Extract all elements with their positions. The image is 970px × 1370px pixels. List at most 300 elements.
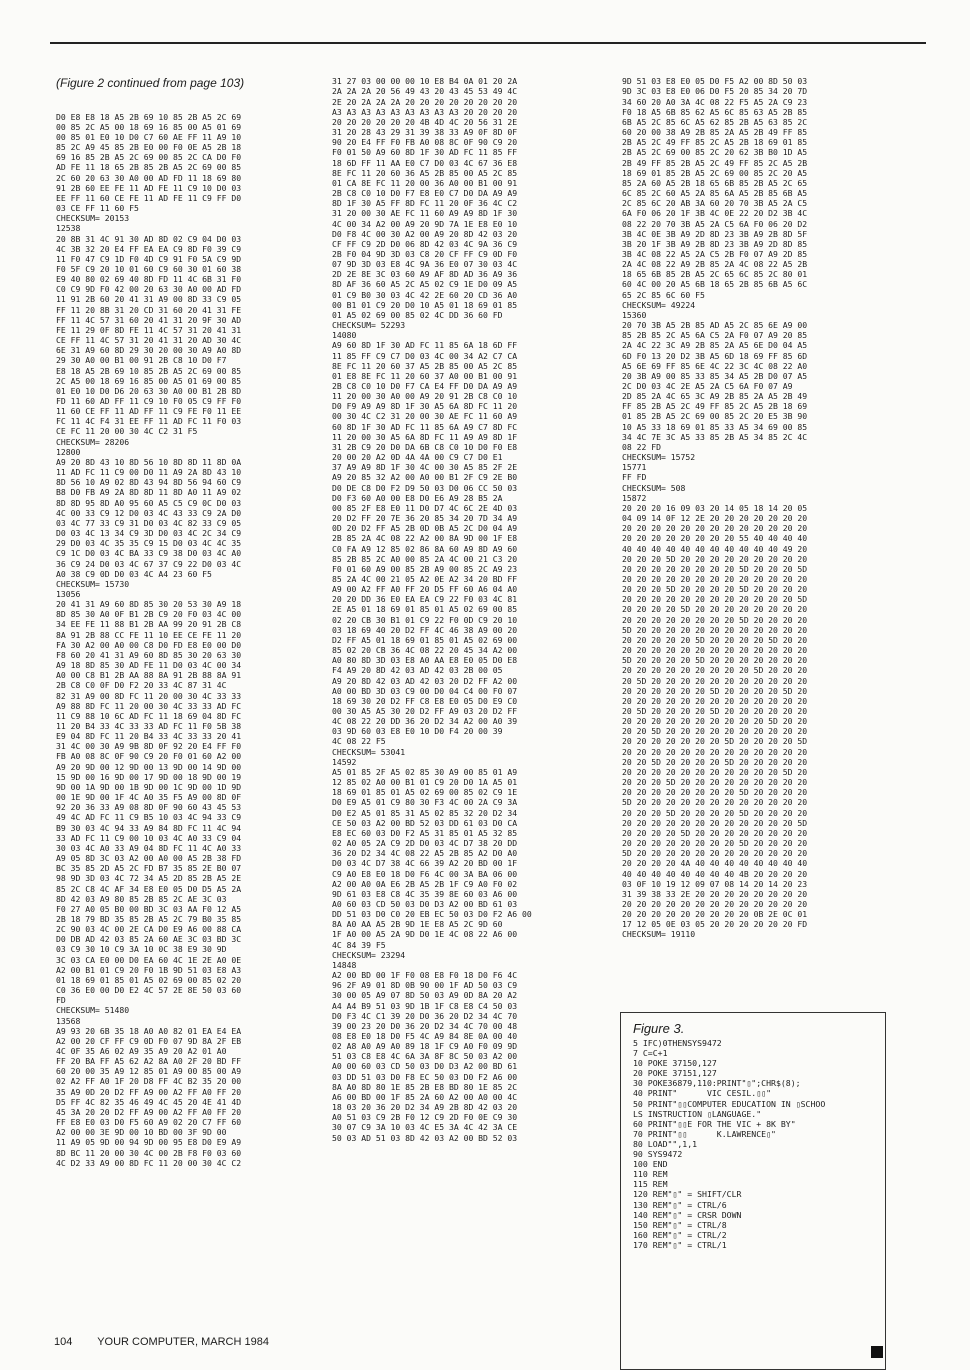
listing-line: 2C A5 00 18 69 16 85 00 A5 01 69 00 85 — [56, 375, 242, 386]
listing-line: 00 85 01 E0 10 D0 C7 60 AE FF 11 A9 10 — [56, 131, 242, 142]
program-line: 70 PRINT"▯▯ K.LAWRENCE▯" — [633, 1128, 776, 1139]
program-line: LS INSTRUCTION ▯LANGUAGE." — [633, 1108, 762, 1119]
listing-line: A9 00 A2 FF A0 FF 20 D5 FF 60 A6 04 A0 — [332, 584, 518, 595]
listing-line: DD 51 03 D0 C0 20 EB EC 50 03 D0 F2 A6 00 — [332, 909, 532, 920]
listing-line: C9 A0 E8 E0 18 D0 F6 4C 00 3A BA 06 00 — [332, 868, 518, 879]
cursor-block-icon — [871, 1346, 883, 1358]
listing-line: 20 3B A9 00 85 33 85 34 A5 2B D0 07 A5 — [622, 370, 808, 381]
listing-blocks — [56, 112, 308, 1168]
listing-line: 02 A8 A0 A9 A0 89 18 1F C9 A0 F0 09 9D — [332, 1041, 518, 1052]
program-line: 80 LOAD"",1,1 — [633, 1138, 698, 1149]
listing-line: FF FD — [622, 472, 647, 483]
listing-line: 2B A5 2C 49 FF 85 2C A5 2B 18 69 01 85 — [622, 137, 808, 148]
program-line: 50 PRINT"▯▯COMPUTER EDUCATION IN ▯SCHOO — [633, 1098, 826, 1109]
listing-line: A0 80 8D 3D 03 E8 A0 AA E8 E0 05 D0 E8 — [332, 655, 518, 666]
listing-line: F0 01 60 A9 00 85 2B A9 00 85 2C A9 23 — [332, 563, 518, 574]
listing-line: 8D AF 36 60 A5 2C A5 02 C9 1E D0 09 A5 — [332, 279, 518, 290]
listing-line: 01 E8 8E FC 11 20 60 37 A0 00 B1 00 91 — [332, 370, 518, 381]
listing-line: 2B C8 C0 0F D0 F2 20 33 4C 87 31 4C — [56, 680, 227, 691]
listing-line: F8 60 20 41 31 A9 60 8D 85 30 20 63 30 — [56, 649, 242, 660]
listing-line: 3B 20 1F 3B A9 2B 8D 23 3B A9 2D 8D 85 — [622, 238, 808, 249]
program-line: 7 C=C+1 — [633, 1048, 668, 1059]
program-line: 5 IFC)0THENSYS9472 — [633, 1038, 722, 1048]
listing-line: 11 91 2B 60 20 41 31 A9 00 8D 33 C9 05 — [56, 294, 242, 305]
listing-line: 00 1E 9D 00 1F 4C A0 35 F5 A9 00 8D 0F — [56, 792, 242, 803]
listing-line: BC 35 85 2D A5 2C FD B7 35 85 2E B0 07 — [56, 863, 242, 874]
listing-line: 20 20 20 20 20 20 20 5D 20 20 20 20 5D — [622, 736, 808, 747]
listing-line: 2B A5 2C 69 00 85 2C 20 62 3B B0 1D A5 — [622, 147, 808, 158]
listing-line: 36 20 D2 34 4C 08 22 A5 2B 85 A2 D0 A0 — [332, 848, 518, 859]
listing-line: 01 A5 02 69 00 85 02 4C DD 36 60 FD — [332, 309, 503, 320]
checksum-line: CHECKSUM= 19110 — [622, 929, 696, 940]
listing-line: 20 20 20 5D 20 20 20 20 5D 20 20 20 20 — [622, 807, 808, 818]
listing-line: 6B A5 2C 85 6C A5 62 85 2B A5 63 85 2C — [622, 116, 808, 127]
checksum-line: CHECKSUM= 52293 — [332, 320, 406, 331]
listing-line: A9 20 9D 00 12 9D 00 13 9D 00 14 9D 00 — [56, 761, 242, 772]
listing-line: CE FF 11 4C 57 31 20 41 31 20 AD 30 4C — [56, 335, 242, 346]
listing-line: FB A0 08 8C 0F 90 C9 20 F0 01 60 A2 00 — [56, 751, 242, 762]
listing-line: 20 20 20 20 5D 20 20 20 20 20 20 20 20 — [622, 827, 808, 838]
listing-line: 14080 — [332, 330, 357, 341]
checksum-line: CHECKSUM= 508 — [622, 482, 686, 493]
listing-line: 20 20 20 5D 20 20 20 20 5D 20 20 20 20 — [622, 584, 808, 595]
listing-line: 40 40 40 40 40 40 40 40 40 40 40 49 20 — [622, 543, 808, 554]
listing-line: 29 D0 03 4C 35 35 C9 15 D0 03 4C 4C 35 — [56, 538, 242, 549]
listing-line: 30 07 C9 3A 10 03 4C E5 3A 4C 42 3A CE — [332, 1122, 518, 1133]
listing-line: 13056 — [56, 588, 81, 599]
listing-line: 49 4C AD FC 11 C9 B5 10 03 4C 94 33 C9 — [56, 812, 242, 823]
listing-line: 18 69 01 85 2B A5 2C 69 00 85 2C 20 A5 — [622, 167, 808, 178]
listing-line: 12 85 02 A0 00 B1 01 C9 20 D0 1A A5 01 — [332, 777, 518, 788]
listing-line: 2B 49 FF 85 2B A5 2C 49 FF 85 2C A5 2B — [622, 157, 808, 168]
listing-line: 2D 85 2A 4C 65 3C A9 2B 85 2A A5 2B 49 — [622, 391, 808, 402]
listing-line: 20 5D 20 20 20 20 20 20 20 20 20 20 20 — [622, 675, 808, 686]
listing-line: 2E A5 01 18 69 01 85 01 A5 02 69 00 85 — [332, 604, 518, 615]
listing-line: 5D 20 20 20 20 20 20 20 20 20 20 20 20 — [622, 797, 808, 808]
listing-line: 11 20 00 30 A0 00 A9 20 91 2B C8 C0 10 — [332, 391, 518, 402]
listing-line: 13568 — [56, 1015, 81, 1026]
listing-line: 12800 — [56, 446, 81, 457]
listing-line: 07 9D 3D 03 E8 4C 9A 36 E0 07 30 03 4C — [332, 259, 518, 270]
listing-line: 60 20 00 35 A9 12 85 01 A9 00 85 00 A9 — [56, 1066, 242, 1077]
program-line: 140 REM"▯" = CRSR DOWN — [633, 1209, 742, 1220]
program-line: 90 SYS9472 — [633, 1149, 683, 1160]
listing-line: A0 51 03 C9 2B F0 12 C9 2D F0 0E C9 30 — [332, 1112, 518, 1123]
listing-line: 20 20 20 20 20 20 20 20 20 5D 20 20 20 — [622, 665, 808, 676]
listing-line: 31 20 00 30 AE FC 11 60 A9 A9 8D 1F 30 — [332, 208, 518, 219]
listing-line: 2A 2A 2A 20 56 49 43 20 43 45 53 49 4C — [332, 86, 518, 97]
listing-line: 01 CA 8E FC 11 20 00 36 A0 00 B1 00 91 — [332, 177, 518, 188]
listing-line: B9 30 03 4C 94 33 A9 84 8D FC 11 4C 94 — [56, 822, 242, 833]
listing-line: 8D 42 03 A9 80 85 2B 85 2C AE 3C 03 — [56, 893, 227, 904]
listing-line: 45 3A 20 20 D2 FF A9 00 A2 FF A0 FF 20 — [56, 1106, 242, 1117]
checksum-line: CHECKSUM= 23294 — [332, 949, 406, 960]
listing-line: A9 05 8D 3C 03 A2 00 A0 00 A5 2B 38 FD — [56, 853, 242, 864]
listing-line: 30 03 4C A0 33 A9 04 8D FC 11 4C A0 33 — [56, 842, 242, 853]
listing-line: 51 03 C8 E8 4C 6A 3A 8F 8C 50 03 A2 00 — [332, 1051, 518, 1062]
listing-line: FD — [56, 995, 66, 1006]
listing-line: 60 4C 00 20 A5 6B 18 65 2B 85 6B A5 6C — [622, 279, 808, 290]
listing-line: 02 20 CB 30 B1 01 C9 22 F0 0D C9 20 10 — [332, 614, 518, 625]
listing-line: D0 DE C8 D0 F2 D9 50 03 D0 06 CC 50 03 — [332, 482, 518, 493]
listing-line: 4C 00 34 A2 00 A9 20 9D 7A 1E E8 E0 10 — [332, 218, 518, 229]
listing-line: 91 2B 60 EE FE 11 AD FE 11 C9 10 D0 03 — [56, 182, 242, 193]
listing-line: 20 D2 FF 20 7E 36 20 85 34 20 7D 34 A9 — [332, 513, 518, 524]
program-line: 130 REM"▯" = CTRL/6 — [633, 1199, 727, 1210]
listing-line: 0D 20 D2 FF A5 2B 0D 0B A5 2C D0 04 A9 — [332, 523, 518, 534]
listing-column-2 — [332, 56, 604, 1153]
listing-line: 20 5D 20 20 20 20 5D 20 20 20 20 20 20 — [622, 706, 808, 716]
listing-line: 11 C9 88 10 6C AD FC 11 18 69 04 8D FC — [56, 710, 242, 721]
listing-line: 10 A5 33 18 69 01 85 33 A5 34 69 00 85 — [622, 421, 808, 432]
listing-line: 20 20 20 20 20 20 20 20 20 20 20 5D 20 — [622, 766, 808, 777]
listing-line: 5D 20 20 20 20 20 20 20 20 20 20 20 20 — [622, 624, 808, 635]
listing-line: F0 01 50 A9 60 8D 1F 30 AD FC 11 85 FF — [332, 147, 518, 158]
listing-line: A9 20 85 32 A2 00 A0 00 B1 2F C9 2E B0 — [332, 472, 518, 483]
listing-line: 20 20 20 5D 20 20 20 20 20 20 20 20 20 — [622, 553, 808, 564]
listing-line: F0 18 A5 6B 85 62 A5 6C 85 63 A5 2B 85 — [622, 106, 808, 117]
listing-line: F0 5F C9 20 10 01 60 C9 60 30 01 60 38 — [56, 263, 242, 274]
listing-line: 08 22 20 70 3B A5 2A C5 6A F0 06 20 D2 — [622, 218, 808, 229]
program-line: 100 END — [633, 1159, 668, 1170]
listing-line: B8 D0 FB A9 2A 8D 8D 11 8D A0 11 A9 02 — [56, 487, 242, 498]
listing-line: 2B F0 04 9D 3D 03 C8 20 CF FF C9 0D F0 — [332, 248, 518, 259]
listing-line: E9 40 80 02 69 40 8D FD 11 4C 6B 31 F0 — [56, 274, 242, 285]
listing-line: FE 11 29 0F 8D FE 11 4C 57 31 20 41 31 — [56, 324, 242, 335]
listing-line: A2 00 B1 01 C9 20 F0 1B 9D 51 03 E8 A3 — [56, 964, 242, 975]
listing-line: D0 E9 A5 01 C9 80 30 F3 4C 00 2A C9 3A — [332, 797, 518, 808]
listing-line: 15872 — [622, 492, 647, 503]
listing-line: D0 E8 E8 18 A5 2B 69 10 85 2B A5 2C 69 — [56, 111, 242, 122]
listing-line: 37 A9 A9 8D 1F 30 4C 00 30 A5 85 2F 2E — [332, 462, 518, 473]
listing-line: 96 2F A9 01 8D 0B 90 00 1F AD 50 03 C9 — [332, 980, 518, 991]
listing-line: 14592 — [332, 756, 357, 767]
listing-line: 01 E0 10 D0 D6 20 63 30 A0 00 B1 2B 8D — [56, 385, 242, 396]
listing-line: 39 00 23 20 D0 36 20 D2 34 4C 70 00 48 — [332, 1020, 518, 1031]
program-line: 20 POKE 37151,127 — [633, 1068, 717, 1079]
listing-line: 18 03 20 36 20 D2 34 A9 2B 8D 42 03 20 — [332, 1102, 518, 1113]
listing-line: 20 20 20 20 20 20 5D 20 20 20 20 5D 20 — [622, 685, 808, 696]
listing-line: 20 20 20 20 20 20 20 20 20 20 20 20 5D — [622, 817, 808, 828]
program-line: 30 POKE36879,110:PRINT"▯";CHR$(8); — [633, 1078, 801, 1089]
listing-line: 4C 3B 32 20 E4 FF EA EA C9 8D F0 39 C9 — [56, 243, 242, 254]
basic-program-listing — [633, 1038, 885, 1250]
listing-line: 20 20 20 20 20 20 20 20 20 20 5D 20 20 — [622, 716, 808, 727]
listing-line: 3B 4C 08 22 A5 2A C5 2B F0 07 A9 2D 85 — [622, 248, 808, 259]
listing-line: 20 8B 31 4C 91 30 AD 8D 02 C9 04 D0 03 — [56, 233, 242, 244]
listing-line: 12538 — [56, 223, 81, 234]
listing-line: 2C D0 03 4C 2E A5 2A C5 6A F0 07 A9 — [622, 381, 793, 391]
listing-line: 11 20 00 30 A5 6A 8D FC 11 A9 A9 8D 1F — [332, 431, 518, 442]
listing-line: 4C 08 22 F5 — [332, 736, 386, 747]
listing-line: 1F A0 00 A5 2A 9D D0 1E 4C 08 22 A6 00 — [332, 929, 518, 940]
listing-line: 03 DD 51 03 D0 F8 EC 50 03 D0 F2 A6 00 — [332, 1071, 518, 1082]
listing-line: 2C 60 20 63 30 A0 00 AD FD 11 18 69 80 — [56, 172, 242, 183]
listing-line: 8A 91 2B 88 CC FE 11 10 EE CE FE 11 20 — [56, 629, 242, 640]
listing-line: 00 30 A5 A5 30 20 D2 FF A9 03 20 D2 FF — [332, 706, 518, 716]
listing-line: 8E FC 11 20 60 36 A5 2B 85 00 A5 2C 85 — [332, 167, 518, 178]
listing-line: 8D BC 11 20 00 30 4C 00 2B F8 F0 03 60 — [56, 1147, 242, 1158]
figure-2-caption: (Figure 2 continued from page 103) — [56, 76, 245, 91]
listing-line: 00 30 4C C2 31 20 00 30 AE FC 11 60 A9 — [332, 411, 518, 422]
listing-line: A2 00 A0 0A E6 2B A5 2B 1F C9 A0 F0 02 — [332, 878, 518, 889]
listing-line: 20 20 20 20 20 20 20 20 20 20 20 20 20 — [622, 645, 808, 656]
listing-line: C0 36 E0 00 D0 E2 4C 57 2E 8E 50 03 60 — [56, 985, 242, 996]
listing-line: A0 00 BD 3D 03 C9 00 D0 04 C4 00 F0 07 — [332, 685, 518, 696]
listing-line: A5 6E 69 FF 85 6E 4C 22 3C 4C 08 22 A0 — [622, 360, 808, 371]
listing-line: C0 C9 9D F0 42 00 20 63 30 A0 00 AD FD — [56, 284, 242, 295]
listing-line: D0 03 4C 13 34 C9 3D D0 03 4C 2C 34 C9 — [56, 528, 242, 539]
listing-line: 20 20 20 20 20 20 20 20 20 20 20 20 20 — [622, 898, 808, 909]
listing-line: 00 85 2F E8 E0 11 D0 D7 4C 6C 2E 4D 03 — [332, 502, 518, 513]
listing-line: 8A A0 AA A5 2B 9D 1E E8 A5 2C 9D 60 — [332, 919, 503, 930]
listing-line: 11 60 CE FF 11 AD FF 11 C9 FE F0 11 EE — [56, 406, 242, 417]
listing-line: 01 C9 B0 30 03 4C 42 2E 60 20 CD 36 A0 — [332, 289, 518, 300]
listing-line: 2E 20 2A 2A 2A 20 20 20 20 20 20 20 20 — [332, 96, 518, 107]
checksum-line: CHECKSUM= 53041 — [332, 746, 406, 757]
listing-line: FC 11 4C F4 31 EE FF 11 AD FC 11 F0 03 — [56, 416, 242, 427]
listing-line: 18 65 6B 85 2B A5 2C 65 6C 85 2C 80 01 — [622, 269, 808, 280]
listing-line: CE FC 11 20 00 30 4C C2 31 F5 — [56, 426, 198, 437]
listing-blocks — [332, 76, 604, 1142]
listing-column-1 — [56, 56, 308, 1178]
listing-line: 36 C9 24 D0 03 4C 67 37 C9 22 D0 03 4C — [56, 558, 242, 569]
listing-line: A2 00 20 CF FF C9 0D F0 07 9D 8A 2F EB — [56, 1035, 242, 1046]
figure-3-box — [620, 1012, 886, 1370]
listing-line: 65 2C 85 6C 60 F5 — [622, 289, 705, 300]
listing-line: 9D 3C 03 E8 E0 06 D0 F5 20 85 34 20 7D — [622, 86, 808, 97]
listing-line: 8D 1F 30 A5 FF 8D FC 11 20 0F 36 4C C2 — [332, 198, 518, 209]
listing-line: 03 CE FF 11 60 F5 — [56, 203, 139, 214]
listing-line: D0 F8 4C 00 30 A2 00 A9 20 8D 42 03 20 — [332, 228, 518, 239]
listing-line: FD 11 60 AD FF 11 C9 10 F0 05 C9 FF F0 — [56, 396, 242, 406]
listing-line: 02 A0 05 2A C9 2D D0 03 4C D7 38 20 DD — [332, 838, 518, 849]
listing-line: A0 00 60 03 CD 50 03 D0 D3 A2 00 BD 61 — [332, 1061, 518, 1072]
listing-line: 00 85 2C A5 00 18 69 16 85 00 A5 01 69 — [56, 121, 242, 132]
listing-line: 60 20 00 38 A9 2B 85 2A A5 2B 49 FF 85 — [622, 127, 808, 138]
listing-line: EE FF 11 60 CE FE 11 AD FE 11 C9 FF D0 — [56, 192, 242, 203]
checksum-line: CHECKSUM= 51480 — [56, 1005, 130, 1016]
listing-line: 2C 85 6C 20 AB 3A 60 20 70 3B A5 2A C5 — [622, 198, 808, 209]
listing-line: 82 31 A9 00 8D FC 11 20 00 30 4C 33 33 — [56, 690, 242, 701]
listing-line: 98 9D 3D 03 4C 72 34 A5 2D 85 2B A5 2E — [56, 873, 242, 884]
checksum-line: CHECKSUM= 15730 — [56, 578, 130, 589]
listing-line: 4C D2 33 A9 00 8D FC 11 20 00 30 4C C2 — [56, 1157, 242, 1168]
listing-column-3 — [622, 56, 922, 950]
listing-line: A4 A4 B9 51 03 9D 1B 1F C8 E8 C4 50 03 — [332, 1000, 518, 1011]
figure-3-title: Figure 3. — [633, 1021, 685, 1036]
listing-line: A0 60 03 CD 50 03 D0 D3 A2 00 BD 61 03 — [332, 898, 518, 909]
listing-line: 31 20 28 43 29 31 39 38 33 A9 0F 8D 0F — [332, 127, 518, 138]
listing-line: 9D 61 03 E8 C8 4C 35 39 8E 60 03 A6 00 — [332, 888, 518, 899]
checksum-line: CHECKSUM= 49224 — [622, 299, 696, 310]
listing-line: 18 6D FF 11 AA E0 C7 D0 03 4C 67 36 E8 — [332, 157, 518, 168]
listing-line: 20 20 DD 36 E0 EA EA C9 22 F0 03 4C 81 — [332, 594, 518, 605]
listing-line: 2B C8 C0 10 D0 F7 CA E4 FF D0 DA A9 A9 — [332, 381, 518, 391]
listing-line: 11 20 B4 33 4C 33 33 AD FC 11 F0 5B 38 — [56, 721, 242, 731]
program-line: 60 PRINT"▯▯E FOR THE VIC + 8K BY" — [633, 1118, 796, 1129]
listing-line: 03 4C 77 33 C9 31 D0 03 4C 82 33 C9 05 — [56, 517, 242, 528]
listing-line: 01 18 69 01 85 01 A5 02 69 00 85 02 20 — [56, 974, 242, 985]
listing-line: 5D 20 20 20 20 5D 20 20 20 20 20 20 20 — [622, 655, 808, 666]
listing-line: FA 30 A2 00 A0 00 C8 D0 FD E8 E0 00 D0 — [56, 639, 242, 650]
listing-line: 20 20 20 20 20 20 20 20 5D 20 20 20 20 — [622, 838, 808, 849]
program-line: 170 REM"▯" = CTRL/1 — [633, 1239, 727, 1250]
program-line: 150 REM"▯" = CTRL/8 — [633, 1219, 727, 1230]
listing-line: 20 20 20 20 20 20 20 20 20 20 20 20 20 — [622, 523, 808, 534]
listing-line: A0 00 C8 B1 2B AA 88 8A 91 2B 88 8A 91 — [56, 670, 242, 681]
listing-line: 5D 20 20 20 20 20 20 20 20 20 20 20 20 — [622, 848, 808, 859]
listing-line: A9 60 8D 1F 30 AD FC 11 85 6A 18 6D FF — [332, 340, 518, 351]
listing-line: 3B 4C 0E 3B A9 2D 8D 23 3B A9 2B 8D 5F — [622, 228, 808, 239]
listing-line: E8 18 A5 2B 69 10 85 2B A5 2C 69 00 85 — [56, 365, 242, 376]
listing-line: 69 16 85 2B A5 2C 69 00 85 2C CA D0 F0 — [56, 152, 242, 163]
listing-line: 20 20 20 20 5D 20 20 20 20 20 20 20 20 — [622, 604, 808, 615]
listing-line: 2A 4C 08 22 A9 2B 85 2A 4C 08 22 A5 2B — [622, 259, 808, 270]
program-line: 10 POKE 37150,127 — [633, 1058, 717, 1069]
listing-line: 34 60 20 A0 3A 4C 08 22 F5 A5 2A C9 23 — [622, 96, 808, 107]
listing-line: 20 00 20 A2 0D 4A 4A 00 C9 C7 D0 E1 — [332, 452, 503, 463]
listing-line: 20 20 5D 20 20 20 20 5D 20 20 20 20 20 — [622, 756, 808, 767]
listing-line: A6 00 BD 00 1F 85 2A 60 A2 00 A0 00 4C — [332, 1091, 518, 1102]
program-line: 115 REM — [633, 1179, 668, 1190]
listing-line: 08 22 FD — [622, 441, 661, 452]
listing-line: 17 12 05 0E 03 05 20 20 20 20 20 20 FD — [622, 919, 808, 930]
listing-line: 15771 — [622, 462, 647, 473]
listing-line: 11 A9 05 9D 00 94 9D 00 95 E8 D0 E9 A9 — [56, 1137, 242, 1148]
listing-line: 20 20 20 20 20 20 20 20 20 20 20 20 20 — [622, 573, 808, 584]
listing-line: 6A F0 06 20 1F 3B 4C 0E 22 20 D2 3B 4C — [622, 208, 808, 219]
listing-line: 20 20 20 20 20 5D 20 20 20 20 5D 20 20 — [622, 634, 808, 645]
checksum-line: CHECKSUM= 28206 — [56, 436, 130, 447]
listing-line: FF 20 BA FF A5 62 A2 8A A0 2F 20 BD FF — [56, 1056, 242, 1067]
listing-line: 2A 4C 22 3C A9 2B 85 2A A5 6E D0 04 A5 — [622, 340, 808, 351]
listing-line: 20 20 20 20 20 20 4B 4D 4C 20 56 31 2E — [332, 116, 518, 127]
listing-line: D0 F9 A9 A9 8D 1F 30 A5 6A 8D FC 11 20 — [332, 401, 518, 412]
listing-line: 4C 0F 35 A6 02 A9 35 A9 20 A2 01 A0 — [56, 1046, 227, 1056]
listing-line: 85 02 20 CB 36 4C 08 22 20 45 34 A2 00 — [332, 645, 518, 656]
listing-line: 85 2C A9 45 85 2B E0 00 F0 0E A5 2B 18 — [56, 142, 242, 153]
listing-line: A3 A3 A3 A3 A3 A3 A3 A3 A3 20 20 20 20 — [332, 106, 518, 117]
listing-line: 90 20 E4 FF F0 FB A0 08 8C 0F 90 C9 20 — [332, 137, 518, 148]
listing-line: 02 A2 FF A0 1F 20 D8 FF 4C B2 35 20 00 — [56, 1076, 242, 1087]
listing-line: 40 40 40 40 40 40 40 40 4B 20 20 20 20 — [622, 868, 808, 879]
listing-line: A9 88 8D FC 11 20 00 30 4C 33 33 AD FC — [56, 700, 242, 711]
listing-line: 20 20 20 20 20 20 20 20 20 20 20 20 20 — [622, 695, 808, 706]
listing-line: A5 01 85 2F A5 02 85 30 A9 00 85 01 A9 — [332, 766, 518, 777]
listing-line: 50 03 AD 51 03 8D 42 03 A2 00 BD 52 03 — [332, 1132, 518, 1143]
listing-line: 31 4C 00 30 A9 9B 8D 0F 92 20 E4 FF F0 — [56, 741, 242, 752]
listing-line: 29 30 A0 00 B1 00 91 2B C8 10 D0 F7 — [56, 355, 227, 366]
listing-line: FF E8 E0 03 D0 F5 60 A9 02 20 C7 FF 60 — [56, 1117, 242, 1128]
listing-line: 2B C8 C0 10 D0 F7 E8 E0 C7 D0 DA A9 A9 — [332, 188, 518, 199]
listing-line: 03 18 69 40 20 D2 FF 4C 46 38 A9 00 20 — [332, 624, 518, 635]
listing-line: 6D F0 13 20 D2 3B A5 6D 18 69 FF 85 6D — [622, 350, 808, 361]
listing-line: D2 FF A5 01 18 69 01 85 01 A5 02 69 00 — [332, 634, 518, 645]
listing-line: 2C 90 03 4C 00 2E CA D0 E9 A6 00 88 CA — [56, 924, 242, 935]
listing-line: A9 93 20 6B 35 18 A0 A0 82 01 EA E4 EA — [56, 1025, 242, 1036]
listing-line: 01 85 2B A5 2C 69 00 85 2C 20 E5 3B 90 — [622, 411, 808, 422]
listing-line: 2B 85 2A 4C 08 22 A2 00 8A 9D 00 1F E8 — [332, 533, 518, 544]
listing-line: 18 69 01 85 01 A5 02 69 00 85 02 C9 1E — [332, 787, 518, 798]
listing-line: 6C 85 2C 60 A5 2A 85 6A A5 2B 85 6B A5 — [622, 188, 808, 199]
listing-line: 20 20 5D 20 20 20 20 20 20 20 20 20 20 — [622, 726, 808, 737]
listing-line: CE 50 03 A2 00 BD 52 03 DD 61 03 D0 CA — [332, 817, 518, 828]
publication-line: YOUR COMPUTER, MARCH 1984 — [97, 1336, 269, 1348]
program-line: 110 REM — [633, 1169, 668, 1180]
listing-line: 34 4C 7E 3C A5 33 85 2B A5 34 85 2C 4C — [622, 431, 808, 442]
listing-line: E9 04 8D FC 11 20 B4 33 4C 33 33 20 41 — [56, 731, 242, 742]
listing-line: F4 A9 20 8D 42 03 AD 42 03 2B 00 05 — [332, 665, 503, 676]
listing-line: 11 85 FF C9 C7 D0 03 4C 00 34 A2 C7 CA — [332, 350, 518, 361]
listing-line: 4C 00 33 C9 12 D0 03 4C 43 33 C9 2A D0 — [56, 507, 242, 518]
listing-line: A9 18 8D 85 30 AD FE 11 D0 03 4C 00 34 — [56, 660, 242, 671]
listing-line: 85 2B 85 2C A0 00 85 2A 4C 00 21 C3 20 — [332, 553, 518, 564]
listing-line: D0 DB AD 42 03 85 2A 60 AE 3C 03 BD 3C — [56, 934, 242, 945]
listing-line: 31 39 38 33 2E 20 20 20 20 20 20 20 20 — [622, 888, 808, 899]
listing-line: 03 9D 60 03 E8 E0 10 D0 F4 20 00 39 — [332, 726, 503, 737]
listing-line: 2D 2E 8E 3C 03 60 A9 AF 8D AD 36 A9 36 — [332, 269, 518, 280]
program-line: 120 REM"▯" = SHIFT/CLR — [633, 1189, 742, 1200]
listing-line: 20 20 20 20 20 20 20 20 20 20 20 20 5D — [622, 594, 808, 605]
listing-line: 3C 03 CA E0 00 D0 EA 60 4C 1E 2E A0 0E — [56, 954, 242, 965]
listing-line: C0 FA A9 12 85 02 86 8A 60 A9 8D A9 60 — [332, 543, 518, 554]
listing-line: D0 F3 4C C1 39 20 D0 36 20 D2 34 4C 70 — [332, 1010, 518, 1021]
program-line: 160 REM"▯" = CTRL/2 — [633, 1229, 727, 1240]
listing-line: 85 2A 60 A5 2B 18 65 6B 85 2B A5 2C 65 — [622, 177, 808, 188]
listing-line: 14848 — [332, 959, 357, 970]
listing-line: 85 2A 4C 00 21 05 A2 0E A2 34 20 BD FF — [332, 573, 518, 584]
listing-line: 20 20 20 20 20 20 20 20 5D 20 20 20 20 — [622, 787, 808, 798]
listing-line: A2 00 BD 00 1F F0 08 E8 F0 18 D0 F6 4C — [332, 970, 518, 981]
listing-line: 35 A9 0D 20 D2 FF A9 00 A2 FF A0 FF 20 — [56, 1086, 242, 1097]
listing-line: 20 41 31 A9 60 8D 85 30 20 53 30 A9 18 — [56, 599, 242, 610]
listing-line: 20 20 20 20 20 20 20 20 20 0B 2E 0C 01 — [622, 909, 808, 920]
listing-line: 31 27 03 00 00 00 10 E8 B4 0A 01 20 2A — [332, 76, 518, 87]
listing-line: 85 2B 85 2C A5 6A C5 2A F0 07 A9 20 85 — [622, 330, 808, 341]
listing-line: C9 1C D0 03 4C BA 33 C9 38 D0 03 4C A0 — [56, 548, 242, 559]
checksum-line: CHECKSUM= 15752 — [622, 452, 696, 463]
program-line: 40 PRINT" VIC CESIL.▯▯" — [633, 1088, 772, 1099]
listing-line: 31 2B C9 20 D0 DA 6B C8 C0 10 D0 F0 E8 — [332, 441, 518, 452]
listing-line: 8E FC 11 20 60 37 A5 2B 85 00 A5 2C 85 — [332, 360, 518, 371]
listing-line: 34 EE FE 11 88 B1 2B AA 99 20 91 2B C8 — [56, 619, 242, 630]
listing-line: D0 E2 A5 01 85 31 A5 02 85 32 20 D2 34 — [332, 807, 518, 818]
listing-line: 4C 84 39 F5 — [332, 939, 386, 950]
checksum-line: CHECKSUM= 20153 — [56, 213, 130, 224]
listing-line: CF FF C9 2D D0 06 8D 42 03 4C 9A 36 C9 — [332, 238, 518, 249]
listing-line: D0 03 4C D7 38 4C 66 39 A2 20 BD 00 1F — [332, 858, 518, 869]
listing-blocks — [622, 76, 922, 939]
listing-line: FF 11 20 8B 31 20 CD 31 60 20 41 31 FE — [56, 304, 242, 315]
listing-line: 15 9D 00 16 9D 00 17 9D 00 18 9D 00 19 — [56, 771, 242, 782]
page-footer — [54, 1336, 291, 1348]
listing-line: E8 EC 60 03 D0 F2 A5 31 85 01 A5 32 85 — [332, 827, 518, 838]
listing-line: 08 E8 E0 18 D0 F5 4C A9 84 8E 0A 00 40 — [332, 1031, 518, 1041]
listing-line: 20 20 20 20 20 20 20 20 5D 20 20 20 5D — [622, 563, 808, 574]
listing-line: FF 85 2B A5 2C 49 FF 85 2C A5 2B 18 69 — [622, 401, 808, 412]
listing-line: 8D 8D 95 8D A0 95 60 A5 C5 C9 0C D0 03 — [56, 497, 242, 508]
listing-line: 04 09 14 0F 12 2E 20 20 20 20 20 20 20 — [622, 513, 808, 524]
listing-line: 4C 08 22 20 DD 36 20 D2 34 A2 00 A0 39 — [332, 716, 518, 727]
listing-line: 9D 00 1A 9D 00 1B 9D 00 1C 9D 00 1D 9D — [56, 781, 242, 792]
listing-line: 6E 31 A9 60 8D 29 30 20 00 30 A9 A0 8D — [56, 345, 242, 356]
listing-line: 2B 18 79 BD 35 85 2B A5 2C 79 B0 35 85 — [56, 913, 242, 924]
listing-line: A9 20 8D 43 10 8D 56 10 8D 8D 11 8D 0A — [56, 456, 242, 467]
listing-line: 8D 85 30 A0 0F B1 2B C9 20 F0 03 4C 00 — [56, 609, 242, 620]
listing-line: 8A A0 8D 80 1E 85 2B E8 BD 80 1E 85 2C — [332, 1081, 518, 1092]
listing-line: 30 00 05 A9 07 8D 50 03 A9 0D 8A 20 A2 — [332, 990, 518, 1001]
